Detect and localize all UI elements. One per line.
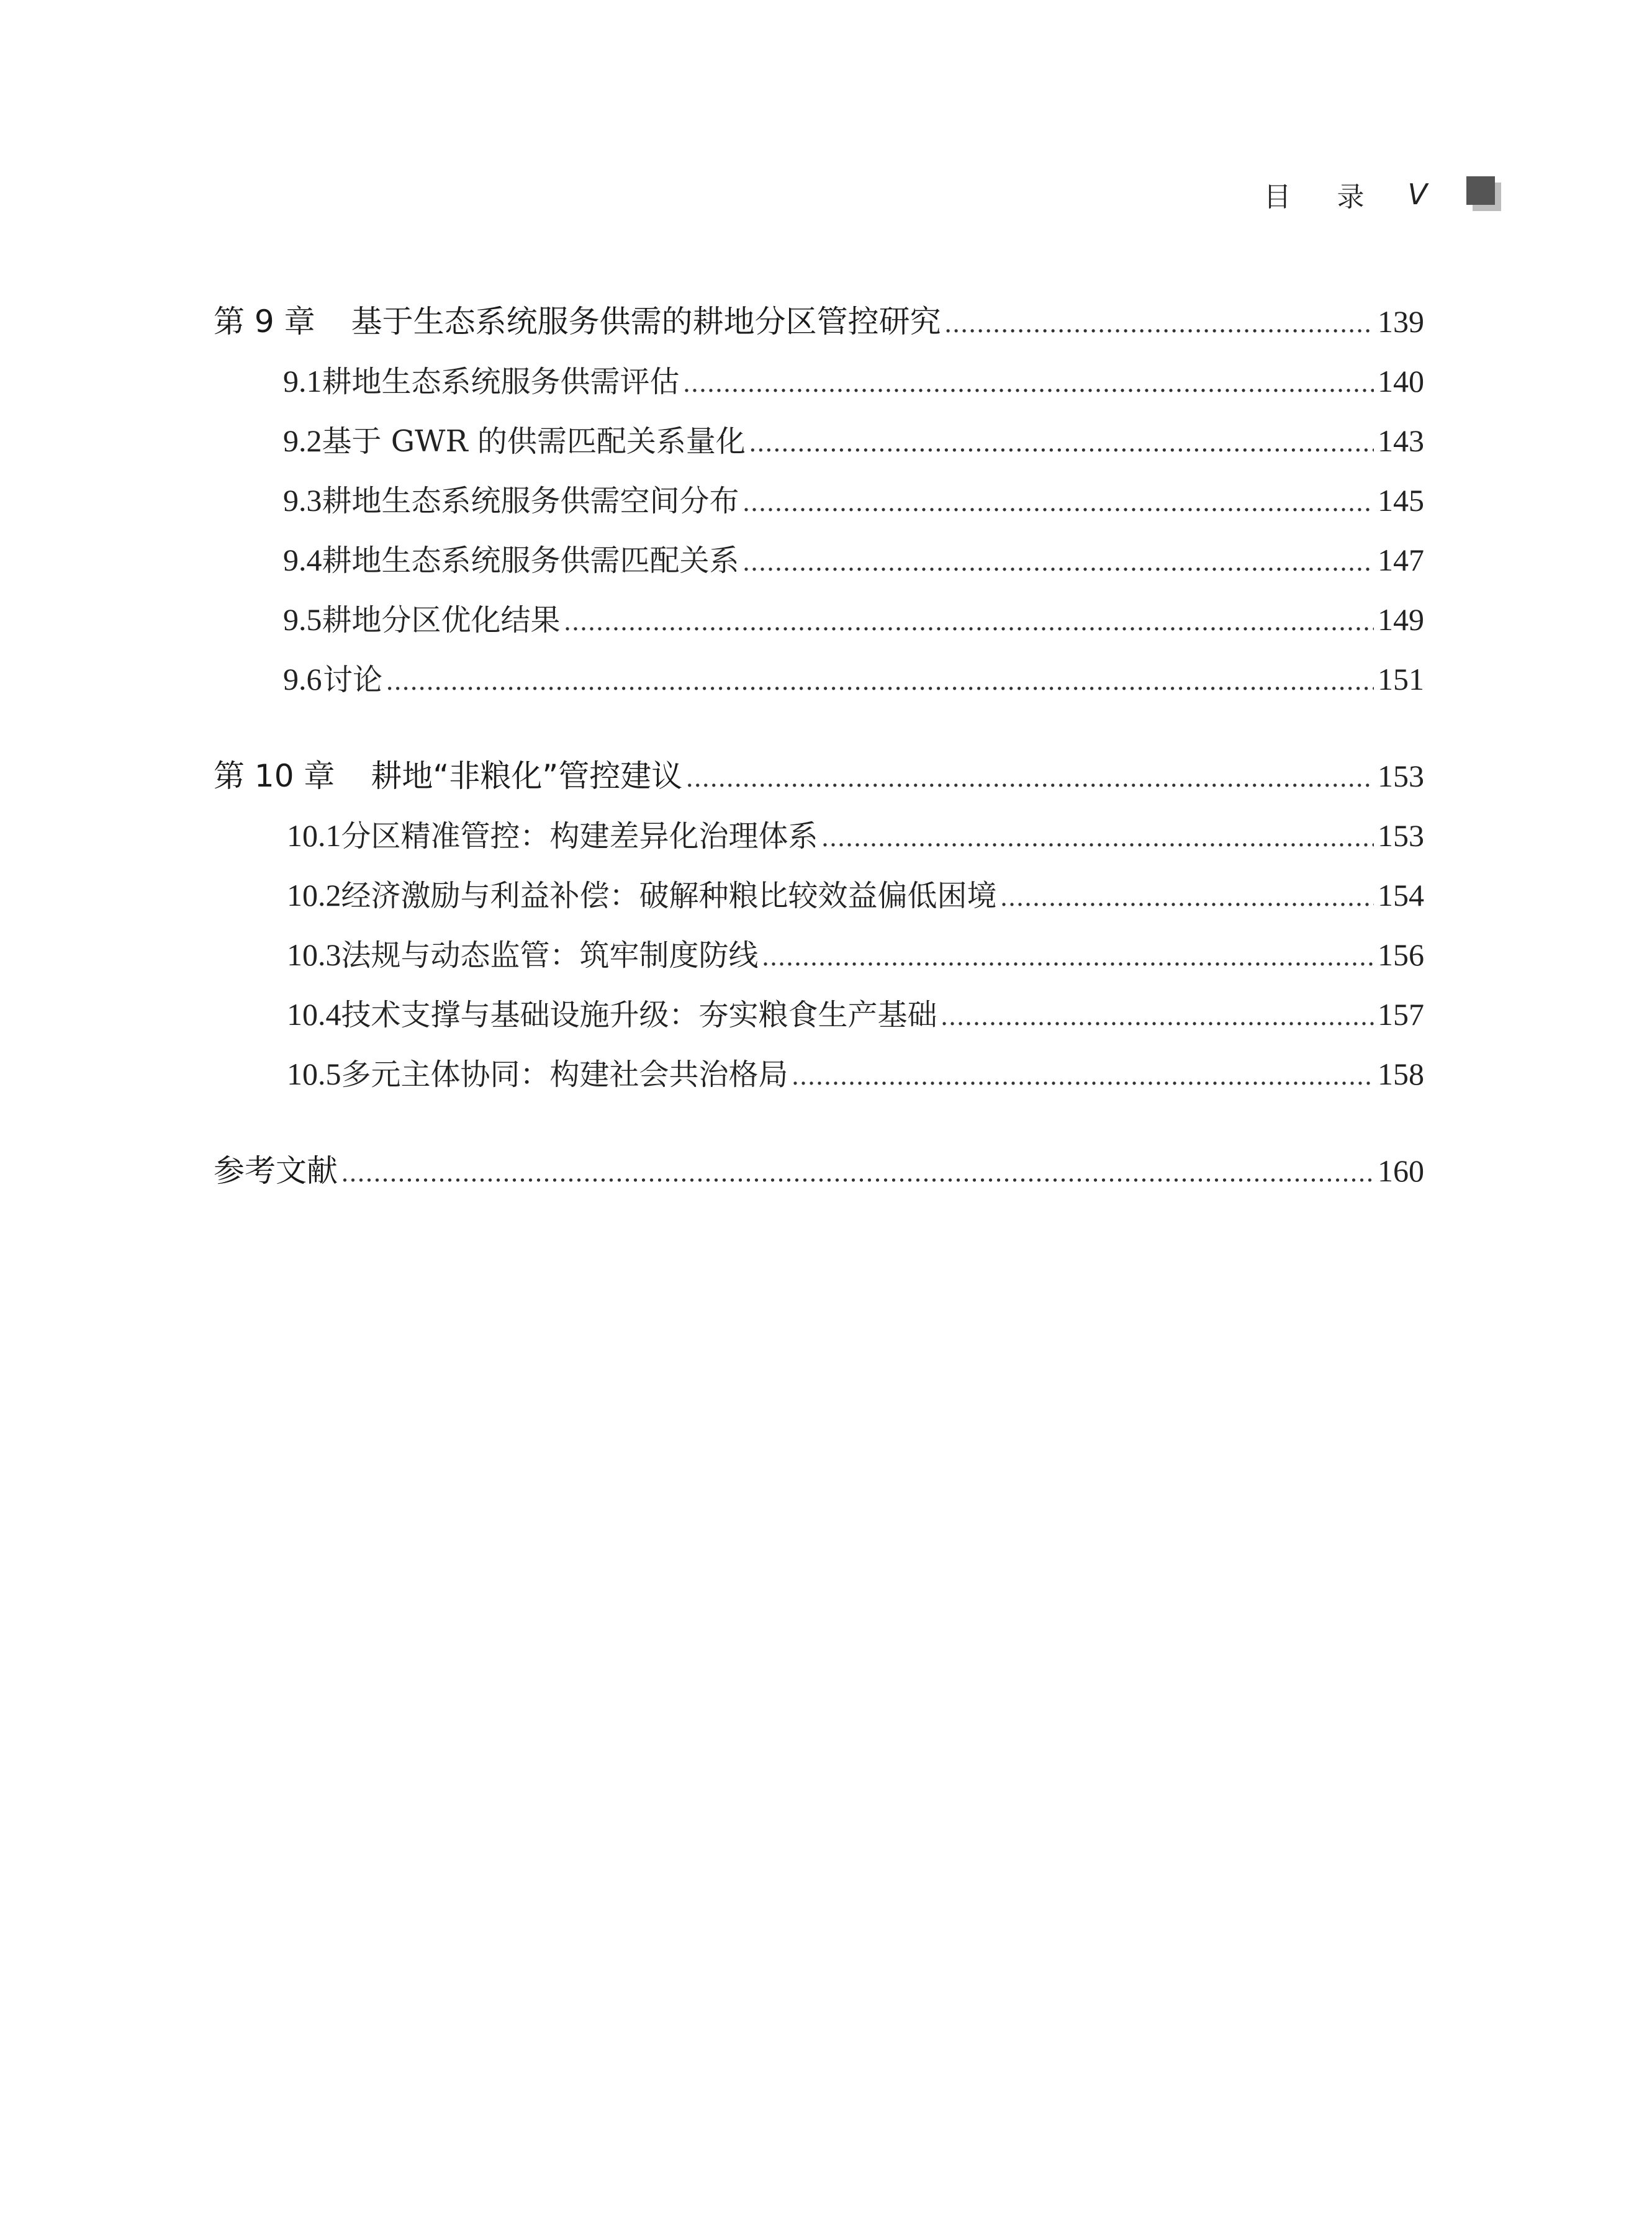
dot-leader xyxy=(792,1046,1374,1106)
header-page-number: V xyxy=(1407,178,1427,211)
page-number: 143 xyxy=(1378,423,1424,458)
section-title: 技术支撑与基础设施升级：夯实粮食生产基础 xyxy=(341,998,937,1032)
section-title: 耕地生态系统服务供需评估 xyxy=(322,364,680,399)
section-title: 讨论 xyxy=(323,662,383,697)
dot-leader xyxy=(743,532,1374,592)
section-number: 9.6 xyxy=(283,662,322,697)
dot-leader xyxy=(386,651,1374,711)
page-number: 158 xyxy=(1378,1057,1424,1091)
chapter-title: 耕地“非粮化”管控建议 xyxy=(371,758,683,794)
section-number: 10.5 xyxy=(287,1057,341,1091)
dot-leader xyxy=(1001,867,1374,927)
page-number: 151 xyxy=(1378,662,1424,697)
chapter-number: 第 9 章 xyxy=(214,304,315,340)
dot-leader xyxy=(945,294,1374,353)
section-number: 9.1 xyxy=(283,364,322,399)
section-number: 9.3 xyxy=(283,483,322,518)
dot-leader xyxy=(686,748,1374,808)
dot-leader xyxy=(822,808,1374,867)
section-title: 经济激励与利益补偿：破解种粮比较效益偏低困境 xyxy=(341,878,997,913)
section-title: 分区精准管控：构建差异化治理体系 xyxy=(341,819,818,854)
page-number: 157 xyxy=(1378,997,1424,1032)
toc-chapter-heading[interactable] xyxy=(214,292,1424,351)
toc-chapter-9 xyxy=(214,292,1424,709)
chapter-number: 第 10 章 xyxy=(214,758,335,794)
section-title: 耕地分区优化结果 xyxy=(322,603,561,638)
section-number: 9.2 xyxy=(283,423,322,458)
toc-chapter-heading[interactable] xyxy=(214,746,1424,806)
page-number: 153 xyxy=(1378,759,1424,793)
dot-leader xyxy=(743,472,1374,532)
page-number: 139 xyxy=(1378,304,1424,339)
page-number: 156 xyxy=(1378,937,1424,972)
dot-leader xyxy=(564,592,1374,651)
header-title: 目 录 xyxy=(1263,181,1383,213)
toc-entry-10-2[interactable] xyxy=(214,865,1424,925)
page-number: 160 xyxy=(1378,1153,1424,1188)
section-title: 多元主体协同：构建社会共治格局 xyxy=(341,1057,788,1092)
section-title: 基于 GWR 的供需匹配关系量化 xyxy=(322,424,746,459)
dot-leader xyxy=(762,927,1374,986)
page-number: 149 xyxy=(1378,602,1424,637)
section-number: 10.4 xyxy=(287,997,341,1032)
toc-entry-10-4[interactable] xyxy=(214,985,1424,1044)
toc-entry-9-4[interactable] xyxy=(214,530,1424,590)
toc-references xyxy=(214,1141,1424,1201)
section-number: 10.2 xyxy=(287,878,341,913)
running-header xyxy=(1264,173,1427,216)
toc-entry-9-3[interactable] xyxy=(214,471,1424,530)
toc-entry-10-1[interactable] xyxy=(214,806,1424,865)
toc-entry-9-2[interactable] xyxy=(214,411,1424,471)
page-number: 147 xyxy=(1378,543,1424,577)
page-number: 153 xyxy=(1378,818,1424,853)
toc-entry-10-3[interactable] xyxy=(214,925,1424,985)
section-number: 9.5 xyxy=(283,602,322,637)
table-of-contents xyxy=(214,292,1424,1201)
toc-entry-10-5[interactable] xyxy=(214,1044,1424,1104)
toc-chapter-10 xyxy=(214,746,1424,1104)
section-title: 耕地生态系统服务供需匹配关系 xyxy=(322,543,739,578)
page-number: 145 xyxy=(1378,483,1424,518)
references-title: 参考文献 xyxy=(214,1153,338,1189)
toc-entry-9-5[interactable] xyxy=(214,590,1424,649)
dot-leader xyxy=(749,413,1374,472)
section-title: 耕地生态系统服务供需空间分布 xyxy=(322,484,739,518)
dot-leader xyxy=(341,1143,1374,1202)
page-number: 140 xyxy=(1378,364,1424,399)
toc-references-heading[interactable] xyxy=(214,1141,1424,1201)
page-number: 154 xyxy=(1378,878,1424,913)
dot-leader xyxy=(684,353,1374,413)
chapter-title: 基于生态系统服务供需的耕地分区管控研究 xyxy=(351,304,941,340)
dot-leader xyxy=(941,986,1374,1046)
corner-mark-icon xyxy=(1466,176,1495,205)
toc-entry-9-6[interactable] xyxy=(214,649,1424,709)
section-number: 10.3 xyxy=(287,937,341,972)
toc-entry-9-1[interactable] xyxy=(214,351,1424,411)
section-title: 法规与动态监管：筑牢制度防线 xyxy=(341,938,759,973)
section-number: 9.4 xyxy=(283,543,322,577)
section-number: 10.1 xyxy=(287,818,341,853)
